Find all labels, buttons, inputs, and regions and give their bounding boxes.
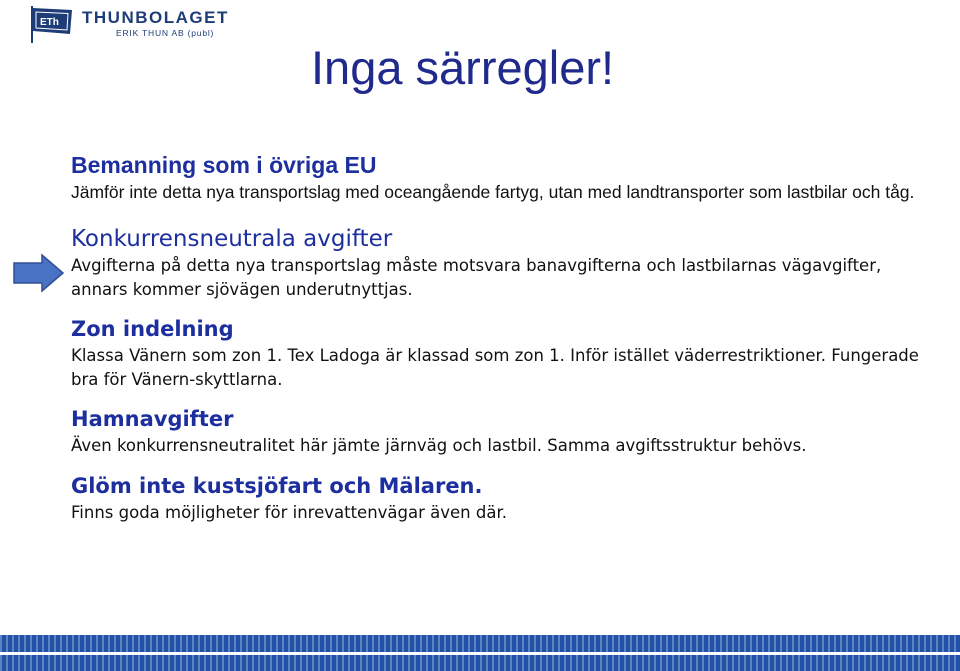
- footer-divider: [0, 652, 960, 655]
- section-heading: Konkurrensneutrala avgifter: [71, 226, 393, 252]
- section-heading: Zon indelning: [71, 317, 234, 341]
- section-body: Klassa Vänern som zon 1. Tex Ladoga är klassad som zon 1. Inför istället väderrestriktioner. Fungerade bra för Vänern-skyttlarna.: [71, 346, 919, 389]
- logo-subtitle: ERIK THUN AB (publ): [116, 28, 215, 38]
- flag-icon: [28, 4, 78, 44]
- section-heading: Bemanning som i övriga EU: [71, 152, 377, 178]
- section-hamnavgifter: [71, 404, 941, 458]
- slide-content: [71, 150, 941, 525]
- section-bemanning: [71, 150, 941, 204]
- section-heading: Glöm inte kustsjöfart och Mälaren.: [71, 474, 483, 498]
- company-logo: [28, 4, 248, 44]
- section-body: Jämför inte detta nya transportslag med oceangående fartyg, utan med landtransporter som lastbilar och tåg.: [71, 182, 915, 202]
- right-arrow-icon: [12, 253, 66, 293]
- slide-title: Inga särregler!: [311, 41, 615, 94]
- section-body: Även konkurrensneutralitet här jämte järnväg och lastbil. Samma avgiftsstruktur behövs.: [71, 436, 807, 455]
- section-zon: [71, 314, 941, 392]
- section-body: Avgifterna på detta nya transportslag måste motsvara banavgifterna och lastbilarnas vägavgifter, annars kommer sjövägen underutnyttjas.: [71, 256, 882, 299]
- logo-name: THUNBOLAGET: [82, 8, 229, 27]
- section-body: Finns goda möjligheter för inrevattenvägar även där.: [71, 503, 507, 522]
- section-kustsjofart: [71, 471, 941, 525]
- logo-flag-text: ETh: [40, 17, 59, 28]
- section-avgifter: [71, 224, 941, 302]
- section-heading: Hamnavgifter: [71, 407, 234, 431]
